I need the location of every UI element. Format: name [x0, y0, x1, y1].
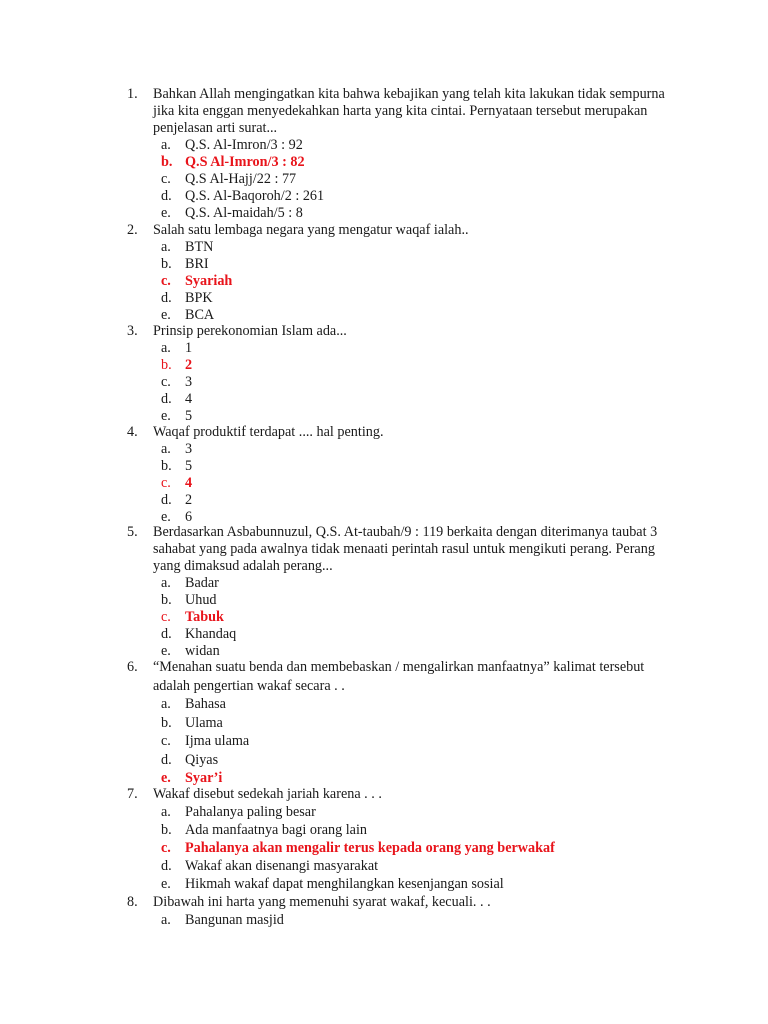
option-e: e. 5 [161, 408, 193, 424]
option-d: d. Q.S. Al-Baqoroh/2 : 261 [161, 188, 325, 204]
option-e: e. widan [161, 643, 220, 659]
question-5 [127, 524, 667, 660]
option-a: a. 3 [161, 441, 193, 457]
option-a: a. Q.S. Al-Imron/3 : 92 [161, 137, 303, 153]
question-text: Salah satu lembaga negara yang mengatur waqaf ialah.. [153, 222, 469, 238]
question-text: “Menahan suatu benda dan membebaskan / mengalirkan manfaatnya” kalimat tersebut adalah pengertian wakaf secara . . [153, 659, 645, 694]
option-e: e. Q.S. Al-maidah/5 : 8 [161, 205, 303, 221]
question-text: Bahkan Allah mengingatkan kita bahwa kebajikan yang telah kita lakukan tidak sempurna jika kita enggan menyedekahkan harta yang kita cintai. Pernyataan tersebut merupakan penjelasan arti surat... [153, 86, 665, 136]
answer-option: e. Syar’i [161, 770, 223, 786]
option-a: a. Bahasa [161, 696, 226, 712]
question-number: 2. [127, 222, 138, 238]
option-a: a. Bangunan masjid [161, 912, 284, 928]
option-a: a. Badar [161, 575, 219, 591]
option-c: c. 3 [161, 374, 193, 390]
option-b: b. BRI [161, 256, 209, 272]
question-text: Berdasarkan Asbabunnuzul, Q.S. At-taubah/9 : 119 berkaita dengan diterimanya taubat 3 sahabat yang pada awalnya tidak menaati perintah rasul untuk mengikuti perang. Perang yang dimaksud adalah perang... [153, 524, 658, 574]
option-a: a. 1 [161, 340, 193, 356]
question-6 [127, 658, 667, 788]
question-4 [127, 424, 667, 526]
question-2 [127, 222, 667, 324]
option-b: b. Uhud [161, 592, 217, 608]
answer-option: b. Q.S Al-Imron/3 : 82 [161, 154, 305, 170]
option-b: b. Ada manfaatnya bagi orang lain [161, 822, 367, 838]
option-c: c. Q.S Al-Hajj/22 : 77 [161, 171, 297, 187]
option-e: e. 6 [161, 509, 193, 525]
option-a: a. Pahalanya paling besar [161, 804, 316, 820]
answer-option: c. Tabuk [161, 609, 224, 625]
answer-option: b. 2 [161, 357, 193, 373]
question-number: 7. [127, 786, 138, 802]
question-number: 4. [127, 424, 138, 440]
option-d: d. BPK [161, 290, 213, 306]
question-text: Prinsip perekonomian Islam ada... [153, 323, 347, 339]
option-d: d. 4 [161, 391, 193, 407]
option-c: c. Ijma ulama [161, 733, 250, 749]
question-text: Waqaf produktif terdapat .... hal penting. [153, 424, 384, 440]
answer-option: c. 4 [161, 475, 193, 491]
option-d: d. Wakaf akan disenangi masyarakat [161, 858, 379, 874]
question-number: 1. [127, 86, 138, 102]
question-text: Wakaf disebut sedekah jariah karena . . . [153, 786, 382, 802]
question-1 [127, 86, 667, 222]
answer-option: c. Syariah [161, 273, 233, 289]
answer-option: c. Pahalanya akan mengalir terus kepada orang yang berwakaf [161, 840, 555, 856]
question-number: 8. [127, 894, 138, 910]
question-7 [127, 785, 667, 893]
option-e: e. Hikmah wakaf dapat menghilangkan kesenjangan sosial [161, 876, 504, 892]
question-text: Dibawah ini harta yang memenuhi syarat wakaf, kecuali. . . [153, 894, 491, 910]
question-number: 3. [127, 323, 138, 339]
option-d: d. 2 [161, 492, 193, 508]
option-a: a. BTN [161, 239, 214, 255]
question-number: 6. [127, 659, 138, 675]
option-d: d. Khandaq [161, 626, 237, 642]
option-b: b. Ulama [161, 714, 223, 731]
question-8 [127, 893, 667, 929]
option-e: e. BCA [161, 307, 215, 323]
option-d: d. Qiyas [161, 751, 219, 768]
option-b: b. 5 [161, 458, 193, 474]
question-number: 5. [127, 524, 138, 540]
question-3 [127, 323, 667, 425]
